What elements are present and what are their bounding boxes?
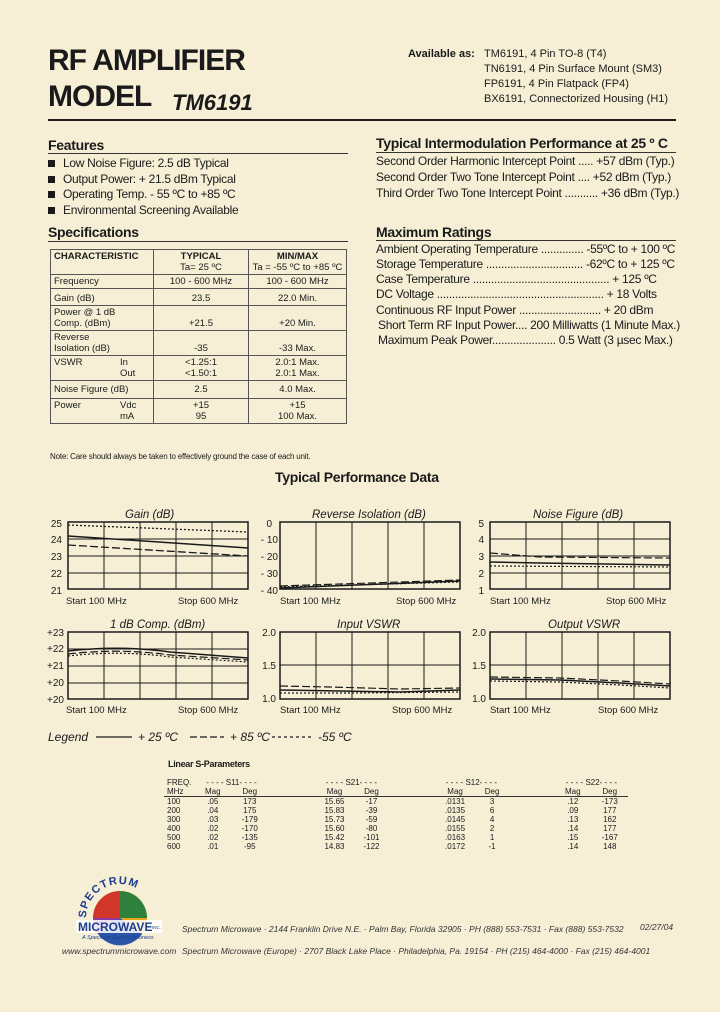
x-stop: Stop 600 MHz: [396, 596, 457, 607]
title-line1: RF AMPLIFIER: [48, 44, 245, 77]
y-tick: 0: [266, 519, 272, 530]
y-tick: 1.0: [262, 694, 276, 705]
x-start: Start 100 MHz: [280, 596, 341, 607]
x-stop: Stop 600 MHz: [178, 705, 239, 716]
col-characteristic: CHARACTERISTIC: [51, 250, 154, 275]
specs-rule: [48, 241, 348, 242]
col-typical-sub: Ta= 25 ºC: [180, 262, 222, 273]
chart-1db-comp: [47, 619, 248, 716]
chart-frame: [280, 522, 460, 589]
y-tick: 21: [50, 586, 62, 597]
company-logo: [74, 872, 166, 952]
available-item: FP6191, 4 Pin Flatpack (FP4): [484, 78, 629, 90]
y-tick: +23: [47, 628, 64, 639]
header-rule: [48, 119, 676, 121]
logo-sub-text: A Spectrum Control Business: [82, 935, 154, 941]
model-number: TM6191: [172, 90, 253, 115]
chart-title: Gain (dB): [125, 509, 175, 521]
logo-mid-text: MICROWAVE: [78, 920, 153, 934]
series-minus55: [68, 653, 248, 662]
col-typical: TYPICAL: [180, 251, 222, 262]
available-list: [484, 47, 668, 107]
specs-note: Note: Care should always be taken to effectively ground the case of each unit.: [50, 452, 311, 461]
features-heading: Features: [48, 137, 104, 153]
y-tick: +20: [47, 695, 64, 706]
x-stop: Stop 600 MHz: [178, 596, 239, 607]
rating-row: Short Term RF Input Power.... 200 Milliwatts (1 Minute Max.): [378, 318, 680, 332]
y-tick: +20: [47, 678, 64, 689]
chart-title: Input VSWR: [337, 619, 401, 631]
rating-row: Case Temperature ............................................. + 125 ºC: [376, 272, 657, 286]
title-line2: MODEL: [48, 80, 152, 113]
available-label: Available as:: [408, 48, 475, 60]
x-stop: Stop 600 MHz: [392, 705, 453, 716]
y-tick: 2.0: [262, 628, 276, 639]
y-tick: 1: [478, 586, 484, 597]
features-rule: [48, 153, 348, 154]
ratings-heading: Maximum Ratings: [376, 224, 492, 240]
spec-row-power: Power Vdc mA +15 95 +15 100 Max.: [51, 399, 347, 424]
spec-row-p1db: Power @ 1 dB Comp. (dBm) +21.5 +20 Min.: [51, 306, 347, 331]
available-item: TN6191, 4 Pin Surface Mount (SM3): [484, 63, 662, 75]
series-minus55: [490, 566, 670, 567]
imd-row: Third Order Two Tone Intercept Point ........... +36 dBm (Typ.): [376, 186, 680, 200]
imd-row: Second Order Harmonic Intercept Point ..... +57 dBm (Typ.): [376, 154, 675, 168]
y-tick: 1.0: [472, 694, 486, 705]
imd-row: Second Order Two Tone Intercept Point .... +52 dBm (Typ.): [376, 170, 671, 184]
series-minus55: [68, 525, 248, 532]
legend-label: Legend: [48, 730, 89, 744]
chart-title: Reverse Isolation (dB): [312, 509, 426, 521]
imd-rule: [376, 152, 676, 153]
y-tick: 2: [478, 569, 484, 580]
y-tick: 5: [478, 519, 484, 530]
ratings-rule: [376, 240, 676, 241]
chart-gain: [51, 509, 248, 607]
spec-row-isolation: Reverse Isolation (dB) -35 -33 Max.: [51, 331, 347, 356]
rating-row: Ambient Operating Temperature .............. -55ºC to + 100 ºC: [376, 242, 676, 256]
sparams-row: 600 .01 -95 14.83 -122 .0172 -1 .14 148: [167, 842, 617, 851]
y-tick: - 20: [260, 552, 278, 563]
sparams-row: 100 .05 173 15.65 -17 .0131 3 .12 -173: [167, 797, 618, 806]
y-tick: 23: [50, 552, 62, 563]
legend-85: + 85 ºC: [230, 730, 271, 744]
legend: [48, 730, 352, 744]
imd-heading: Typical Intermodulation Performance at 25 º C: [376, 135, 668, 151]
y-tick: - 10: [260, 535, 278, 546]
legend-25: + 25 ºC: [138, 730, 179, 744]
feature-item: Environmental Screening Available: [48, 203, 238, 219]
x-stop: Stop 600 MHz: [606, 596, 667, 607]
y-tick: - 40: [260, 586, 278, 597]
available-item: BX6191, Connectorized Housing (H1): [484, 93, 669, 105]
y-tick: 3: [478, 552, 484, 563]
legend-minus55: -55 ºC: [318, 730, 352, 744]
chart-title: Noise Figure (dB): [533, 509, 624, 521]
specs-table: [50, 249, 347, 424]
spec-row-frequency: Frequency 100 - 600 MHz 100 - 600 MHz: [51, 275, 347, 289]
chart-title: 1 dB Comp. (dBm): [110, 619, 206, 631]
available-item: TM6191, 4 Pin TO-8 (T4): [484, 48, 607, 60]
footer-date: 02/27/04: [640, 922, 674, 932]
sparams-row: 400 .02 -170 15.60 -80 .0155 2 .14 177: [167, 824, 617, 833]
features-list: [48, 156, 238, 218]
feature-item: Operating Temp. - 55 ºC to +85 ºC: [48, 187, 238, 203]
y-tick: 2.0: [472, 628, 486, 639]
rating-row: DC Voltage ....................................................... + 18 Volts: [376, 287, 657, 301]
feature-item: Output Power: + 21.5 dBm Typical: [48, 172, 238, 188]
rating-row: Storage Temperature ................................ -62ºC to + 125 ºC: [376, 257, 675, 271]
perf-heading: Typical Performance Data: [275, 469, 439, 485]
sparams-row: 500 .02 -135 15.42 -101 .0163 1 .15 -167: [167, 833, 618, 842]
x-start: Start 100 MHz: [280, 705, 341, 716]
performance-charts: [0, 500, 720, 750]
sparams-heading: Linear S-Parameters: [168, 759, 250, 769]
series-85: [280, 686, 460, 689]
y-tick: 4: [478, 535, 484, 546]
x-start: Start 100 MHz: [66, 596, 127, 607]
footer-address-europe: Spectrum Microwave (Europe) · 2707 Black Lake Place · Philadelphia, Pa. 19154 · PH (215) 464-4000 · Fax (215) 464-4001: [182, 946, 651, 956]
sparams-table: [164, 778, 628, 851]
logo-inc-text: INC.: [152, 925, 161, 930]
y-tick: 25: [50, 519, 62, 530]
sparams-row: 300 .03 -179 15.73 -59 .0145 4 .13 162: [167, 815, 617, 824]
chart-output-vswr: [472, 619, 670, 716]
specs-heading: Specifications: [48, 224, 139, 240]
footer-address-us: Spectrum Microwave · 2144 Franklin Drive N.E. · Palm Bay, Florida 32905 · PH (888) 553-7531 · Fax (888) 553-7532: [182, 924, 624, 934]
x-start: Start 100 MHz: [490, 705, 551, 716]
x-start: Start 100 MHz: [66, 705, 127, 716]
y-tick: +21: [47, 661, 64, 672]
chart-reverse-isolation: [261, 509, 460, 607]
sparams-subheader: MHz Mag Deg Mag Deg Mag Deg Mag Deg: [164, 787, 628, 797]
col-minmax-sub: Ta = -55 ºC to +85 ºC: [252, 262, 343, 273]
y-tick: 22: [50, 569, 62, 580]
y-tick: +22: [47, 644, 64, 655]
chart-noise-figure: [478, 509, 670, 607]
y-tick: 24: [50, 535, 62, 546]
feature-item: Low Noise Figure: 2.5 dB Typical: [48, 156, 238, 172]
x-stop: Stop 600 MHz: [598, 705, 659, 716]
spec-row-noise-figure: Noise Figure (dB) 2.5 4.0 Max.: [51, 381, 347, 399]
logo-top-text: SPECTRUM: [76, 874, 141, 919]
rating-row: Continuous RF Input Power ........................... + 20 dBm: [376, 303, 654, 317]
rating-row: Maximum Peak Power..................... 0.5 Watt (3 µsec Max.): [378, 333, 673, 347]
spec-row-gain: Gain (dB) 23.5 22.0 Min.: [51, 289, 347, 306]
sparams-row: 200 .04 175 15.83 -39 .0135 6 .09 177: [167, 806, 617, 815]
series-25: [490, 562, 670, 565]
y-tick: 1.5: [262, 661, 276, 672]
x-start: Start 100 MHz: [490, 596, 551, 607]
y-tick: - 30: [260, 569, 278, 580]
y-tick: 1.5: [472, 661, 486, 672]
chart-title: Output VSWR: [548, 619, 621, 631]
col-minmax: MIN/MAX: [276, 251, 319, 262]
sparams-group-row: FREQ. - - - - S11- - - - - - - - S21- - - - - - - - S12- - - - - - - - S22- - - -: [167, 778, 617, 787]
series-25: [490, 679, 670, 686]
spec-row-vswr: VSWR In Out <1.25:1 <1.50:1 2.0:1 Max. 2.0:1 Max.: [51, 356, 347, 381]
chart-input-vswr: [262, 619, 460, 716]
footer-url[interactable]: www.spectrummicrowave.com: [62, 946, 177, 956]
